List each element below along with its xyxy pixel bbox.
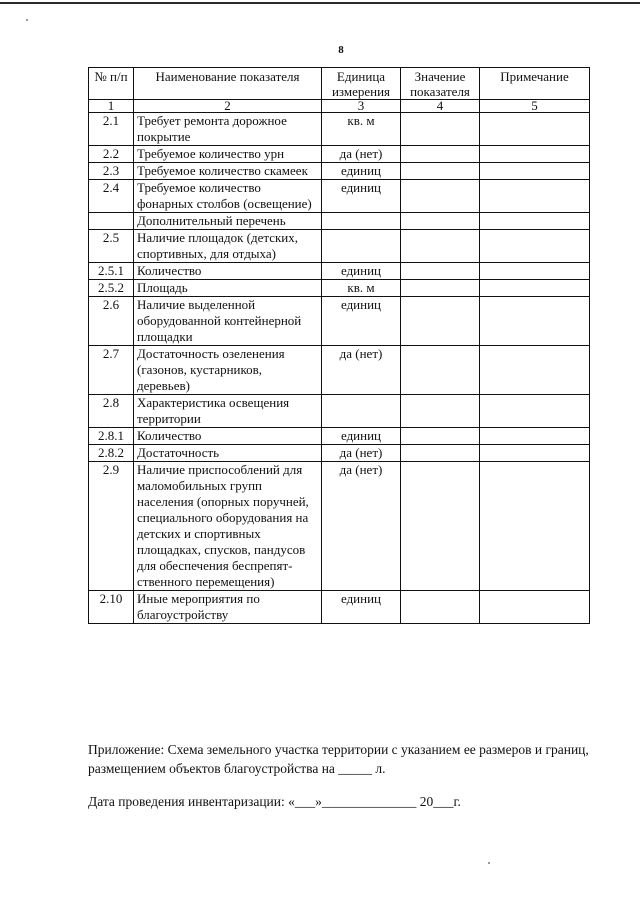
top-border-line (0, 2, 640, 4)
row-number: 2.5.1 (89, 263, 134, 280)
table-row (89, 113, 590, 146)
row-value (401, 263, 480, 280)
row-unit: да (нет) (322, 146, 401, 163)
scan-speck (26, 19, 28, 21)
column-number: 3 (322, 100, 401, 113)
table-row (89, 428, 590, 445)
row-value (401, 230, 480, 263)
row-number: 2.1 (89, 113, 134, 146)
row-unit: кв. м (322, 113, 401, 146)
attachment-note: Приложение: Схема земельного участка территории с указанием ее размеров и границ, размещением объектов благоустройства на _____ л. (88, 742, 589, 776)
row-unit: единиц (322, 591, 401, 624)
column-number-row (89, 100, 590, 113)
row-number: 2.8 (89, 395, 134, 428)
row-indicator-name: Требуемое количество фонарных столбов (освещение) (134, 180, 322, 213)
column-number: 5 (480, 100, 590, 113)
table-row (89, 445, 590, 462)
table-row (89, 462, 590, 591)
inventory-table (88, 67, 590, 624)
row-note (480, 346, 590, 395)
row-value (401, 297, 480, 346)
table-row (89, 146, 590, 163)
row-value (401, 346, 480, 395)
row-number: 2.8.1 (89, 428, 134, 445)
row-note (480, 180, 590, 213)
row-number: 2.3 (89, 163, 134, 180)
table-row (89, 280, 590, 297)
row-note (480, 395, 590, 428)
row-unit: кв. м (322, 280, 401, 297)
row-unit: да (нет) (322, 445, 401, 462)
row-indicator-name: Требуемое количество скамеек (134, 163, 322, 180)
row-value (401, 591, 480, 624)
row-indicator-name: Характеристика освещения территории (134, 395, 322, 428)
row-unit (322, 230, 401, 263)
row-note (480, 428, 590, 445)
row-unit: единиц (322, 428, 401, 445)
row-unit: единиц (322, 263, 401, 280)
row-value (401, 163, 480, 180)
header-value: Значение показателя (401, 68, 480, 100)
column-number: 1 (89, 100, 134, 113)
column-number: 2 (134, 100, 322, 113)
table-row (89, 591, 590, 624)
row-note (480, 163, 590, 180)
row-number (89, 213, 134, 230)
row-indicator-name: Достаточность (134, 445, 322, 462)
table-row (89, 213, 590, 230)
table-row (89, 230, 590, 263)
row-number: 2.7 (89, 346, 134, 395)
row-number: 2.9 (89, 462, 134, 591)
row-value (401, 428, 480, 445)
row-note (480, 213, 590, 230)
row-indicator-name: Наличие выделенной оборудованной контейнерной площадки (134, 297, 322, 346)
table-row (89, 297, 590, 346)
row-number: 2.4 (89, 180, 134, 213)
row-indicator-name: Иные мероприятия по благоустройству (134, 591, 322, 624)
table-header-row (89, 68, 590, 100)
row-note (480, 297, 590, 346)
row-value (401, 146, 480, 163)
row-unit: единиц (322, 163, 401, 180)
row-value (401, 113, 480, 146)
row-note (480, 591, 590, 624)
row-indicator-name: Площадь (134, 280, 322, 297)
row-indicator-name: Количество (134, 428, 322, 445)
row-value (401, 280, 480, 297)
header-note: Примечание (480, 68, 590, 100)
table-row (89, 180, 590, 213)
table-row (89, 395, 590, 428)
row-number: 2.6 (89, 297, 134, 346)
row-note (480, 113, 590, 146)
row-unit: единиц (322, 297, 401, 346)
inventory-date-line: Дата проведения инвентаризации: «___»______________ 20___г. (88, 794, 461, 809)
row-number: 2.5.2 (89, 280, 134, 297)
row-unit (322, 395, 401, 428)
row-indicator-name: Наличие площадок (детских, спортивных, для отдыха) (134, 230, 322, 263)
row-unit: да (нет) (322, 462, 401, 591)
row-value (401, 213, 480, 230)
row-number: 2.2 (89, 146, 134, 163)
row-note (480, 462, 590, 591)
row-value (401, 462, 480, 591)
row-unit: единиц (322, 180, 401, 213)
row-note (480, 445, 590, 462)
table-body (89, 113, 590, 624)
row-note (480, 230, 590, 263)
row-value (401, 395, 480, 428)
row-value (401, 180, 480, 213)
row-number: 2.10 (89, 591, 134, 624)
header-unit: Единица измерения (322, 68, 401, 100)
row-unit (322, 213, 401, 230)
row-indicator-name: Дополнительный перечень (134, 213, 322, 230)
row-number: 2.5 (89, 230, 134, 263)
table-row (89, 263, 590, 280)
row-indicator-name: Достаточность озеленения (газонов, кустарников, деревьев) (134, 346, 322, 395)
row-number: 2.8.2 (89, 445, 134, 462)
header-number: № п/п (89, 68, 134, 100)
row-indicator-name: Количество (134, 263, 322, 280)
column-number: 4 (401, 100, 480, 113)
row-indicator-name: Наличие приспособлений для маломобильных групп населения (опорных поручней, специального оборудования на детских и спортивных площадках, спусков, пандусов для обеспечения беспрепят-ственного перемещения) (134, 462, 322, 591)
table-row (89, 346, 590, 395)
row-note (480, 263, 590, 280)
table-row (89, 163, 590, 180)
row-unit: да (нет) (322, 346, 401, 395)
row-note (480, 280, 590, 297)
header-indicator-name: Наименование показателя (134, 68, 322, 100)
row-note (480, 146, 590, 163)
page-number: 8 (338, 44, 344, 56)
row-indicator-name: Требует ремонта дорожное покрытие (134, 113, 322, 146)
row-value (401, 445, 480, 462)
scan-speck (488, 862, 490, 864)
row-indicator-name: Требуемое количество урн (134, 146, 322, 163)
